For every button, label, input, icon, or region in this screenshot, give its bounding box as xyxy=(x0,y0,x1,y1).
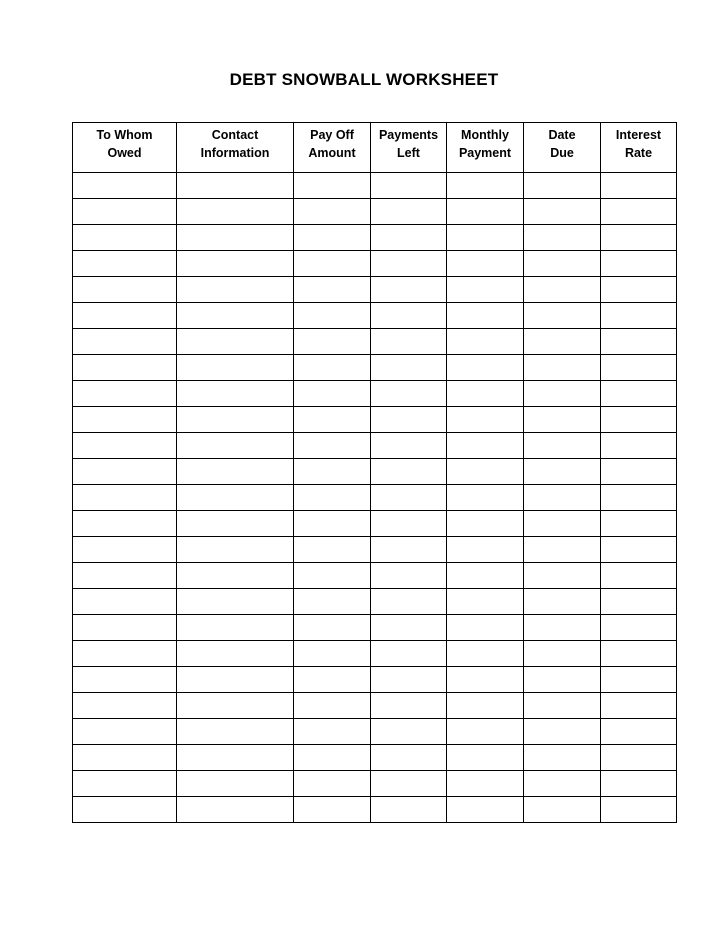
table-cell-date-due xyxy=(524,329,601,355)
table-row xyxy=(73,797,677,823)
table-cell-contact-information xyxy=(177,797,294,823)
table-cell-pay-off-amount xyxy=(294,407,371,433)
table-cell-monthly-payment xyxy=(447,563,524,589)
table-cell-pay-off-amount xyxy=(294,459,371,485)
table-cell-payments-left xyxy=(371,537,447,563)
table-cell-date-due xyxy=(524,667,601,693)
table-cell-date-due xyxy=(524,355,601,381)
table-cell-date-due xyxy=(524,537,601,563)
table-cell-to-whom-owed xyxy=(73,407,177,433)
table-cell-contact-information xyxy=(177,537,294,563)
table-cell-monthly-payment xyxy=(447,667,524,693)
table-header-row xyxy=(73,123,677,173)
table-cell-interest-rate xyxy=(601,771,677,797)
table-cell-to-whom-owed xyxy=(73,381,177,407)
table-cell-pay-off-amount xyxy=(294,615,371,641)
table-cell-payments-left xyxy=(371,459,447,485)
table-cell-monthly-payment xyxy=(447,277,524,303)
table-cell-to-whom-owed xyxy=(73,459,177,485)
table-cell-pay-off-amount xyxy=(294,667,371,693)
table-cell-date-due xyxy=(524,225,601,251)
table-cell-contact-information xyxy=(177,771,294,797)
table-cell-monthly-payment xyxy=(447,355,524,381)
table-cell-payments-left xyxy=(371,745,447,771)
column-header-line: Pay Off xyxy=(310,128,354,142)
table-row xyxy=(73,355,677,381)
table-cell-pay-off-amount xyxy=(294,433,371,459)
table-cell-contact-information xyxy=(177,277,294,303)
table-row xyxy=(73,511,677,537)
table-row xyxy=(73,459,677,485)
table-cell-interest-rate xyxy=(601,459,677,485)
table-cell-monthly-payment xyxy=(447,485,524,511)
table-cell-payments-left xyxy=(371,589,447,615)
column-header-line: Contact xyxy=(211,128,259,142)
table-cell-pay-off-amount xyxy=(294,277,371,303)
table-cell-to-whom-owed xyxy=(73,251,177,277)
table-cell-pay-off-amount xyxy=(294,329,371,355)
table-cell-date-due xyxy=(524,719,601,745)
table-cell-monthly-payment xyxy=(447,303,524,329)
table-row xyxy=(73,225,677,251)
table-cell-monthly-payment xyxy=(447,173,524,199)
table-cell-interest-rate xyxy=(601,381,677,407)
table-cell-pay-off-amount xyxy=(294,563,371,589)
table-cell-monthly-payment xyxy=(447,537,524,563)
table-cell-payments-left xyxy=(371,381,447,407)
table-cell-interest-rate xyxy=(601,173,677,199)
table-cell-payments-left xyxy=(371,719,447,745)
table-cell-interest-rate xyxy=(601,251,677,277)
table-cell-monthly-payment xyxy=(447,745,524,771)
column-header-line: Left xyxy=(397,146,420,160)
table-cell-payments-left xyxy=(371,563,447,589)
table-cell-date-due xyxy=(524,303,601,329)
table-cell-date-due xyxy=(524,485,601,511)
column-header-line: Information xyxy=(200,146,270,160)
table-cell-date-due xyxy=(524,459,601,485)
column-header-line: Due xyxy=(550,146,574,160)
column-header-to-whom-owed xyxy=(73,123,177,173)
table-cell-interest-rate xyxy=(601,667,677,693)
column-header-line: Date xyxy=(548,128,576,142)
table-cell-contact-information xyxy=(177,407,294,433)
table-row xyxy=(73,329,677,355)
table-cell-payments-left xyxy=(371,251,447,277)
table-row xyxy=(73,199,677,225)
table-row xyxy=(73,615,677,641)
table-cell-interest-rate xyxy=(601,641,677,667)
table-cell-to-whom-owed xyxy=(73,537,177,563)
table-cell-interest-rate xyxy=(601,407,677,433)
table-cell-monthly-payment xyxy=(447,329,524,355)
column-header-line: Interest xyxy=(615,128,662,142)
table-cell-to-whom-owed xyxy=(73,771,177,797)
table-cell-interest-rate xyxy=(601,329,677,355)
table-cell-payments-left xyxy=(371,797,447,823)
table-cell-interest-rate xyxy=(601,199,677,225)
table-cell-interest-rate xyxy=(601,563,677,589)
table-cell-monthly-payment xyxy=(447,641,524,667)
table-cell-monthly-payment xyxy=(447,693,524,719)
table-cell-interest-rate xyxy=(601,355,677,381)
table-cell-to-whom-owed xyxy=(73,225,177,251)
table-cell-monthly-payment xyxy=(447,589,524,615)
column-header-line: To Whom xyxy=(96,128,153,142)
table-cell-contact-information xyxy=(177,745,294,771)
table-cell-payments-left xyxy=(371,407,447,433)
table-cell-pay-off-amount xyxy=(294,225,371,251)
column-header-line: Payments xyxy=(378,128,439,142)
column-header-line: Payment xyxy=(458,146,512,160)
table-cell-pay-off-amount xyxy=(294,511,371,537)
table-cell-to-whom-owed xyxy=(73,329,177,355)
table-cell-date-due xyxy=(524,641,601,667)
table-cell-payments-left xyxy=(371,511,447,537)
table-row xyxy=(73,641,677,667)
table-cell-contact-information xyxy=(177,459,294,485)
table-cell-contact-information xyxy=(177,173,294,199)
table-cell-monthly-payment xyxy=(447,199,524,225)
table-cell-date-due xyxy=(524,407,601,433)
table-cell-monthly-payment xyxy=(447,225,524,251)
table-cell-to-whom-owed xyxy=(73,589,177,615)
table-cell-monthly-payment xyxy=(447,719,524,745)
table-cell-contact-information xyxy=(177,199,294,225)
table-row xyxy=(73,173,677,199)
table-cell-to-whom-owed xyxy=(73,355,177,381)
table-row xyxy=(73,537,677,563)
table-cell-to-whom-owed xyxy=(73,667,177,693)
table-cell-monthly-payment xyxy=(447,797,524,823)
table-cell-contact-information xyxy=(177,511,294,537)
table-cell-payments-left xyxy=(371,329,447,355)
table-cell-contact-information xyxy=(177,641,294,667)
table-cell-date-due xyxy=(524,511,601,537)
table-cell-interest-rate xyxy=(601,693,677,719)
table-cell-date-due xyxy=(524,589,601,615)
table-cell-interest-rate xyxy=(601,303,677,329)
table-cell-pay-off-amount xyxy=(294,199,371,225)
table-cell-to-whom-owed xyxy=(73,693,177,719)
table-cell-interest-rate xyxy=(601,589,677,615)
column-header-contact-information xyxy=(177,123,294,173)
table-row xyxy=(73,251,677,277)
table-cell-monthly-payment xyxy=(447,251,524,277)
table-cell-interest-rate xyxy=(601,719,677,745)
table-cell-to-whom-owed xyxy=(73,641,177,667)
table-cell-to-whom-owed xyxy=(73,615,177,641)
table-row xyxy=(73,719,677,745)
table-cell-interest-rate xyxy=(601,745,677,771)
table-cell-payments-left xyxy=(371,199,447,225)
column-header-line: Monthly xyxy=(461,128,509,142)
table-cell-payments-left xyxy=(371,485,447,511)
table-cell-pay-off-amount xyxy=(294,485,371,511)
debt-worksheet-table xyxy=(72,122,677,823)
table-cell-pay-off-amount xyxy=(294,693,371,719)
table-cell-pay-off-amount xyxy=(294,381,371,407)
table-cell-pay-off-amount xyxy=(294,745,371,771)
table-row xyxy=(73,407,677,433)
table-cell-to-whom-owed xyxy=(73,303,177,329)
table-cell-contact-information xyxy=(177,485,294,511)
table-cell-interest-rate xyxy=(601,225,677,251)
table-cell-date-due xyxy=(524,771,601,797)
table-cell-payments-left xyxy=(371,615,447,641)
table-cell-date-due xyxy=(524,433,601,459)
column-header-monthly-payment xyxy=(447,123,524,173)
column-header-line: Amount xyxy=(308,146,356,160)
table-cell-date-due xyxy=(524,563,601,589)
column-header-pay-off-amount xyxy=(294,123,371,173)
table-row xyxy=(73,667,677,693)
table-cell-to-whom-owed xyxy=(73,277,177,303)
table-cell-date-due xyxy=(524,381,601,407)
table-cell-interest-rate xyxy=(601,615,677,641)
table-cell-date-due xyxy=(524,199,601,225)
table-cell-pay-off-amount xyxy=(294,589,371,615)
table-cell-pay-off-amount xyxy=(294,173,371,199)
table-cell-payments-left xyxy=(371,277,447,303)
table-cell-contact-information xyxy=(177,355,294,381)
table-cell-pay-off-amount xyxy=(294,719,371,745)
table-cell-pay-off-amount xyxy=(294,641,371,667)
table-cell-date-due xyxy=(524,745,601,771)
table-cell-to-whom-owed xyxy=(73,563,177,589)
table-cell-contact-information xyxy=(177,225,294,251)
table-cell-contact-information xyxy=(177,433,294,459)
table-cell-payments-left xyxy=(371,771,447,797)
table-cell-payments-left xyxy=(371,225,447,251)
table-row xyxy=(73,433,677,459)
table-cell-date-due xyxy=(524,277,601,303)
table-cell-pay-off-amount xyxy=(294,251,371,277)
table-row xyxy=(73,771,677,797)
table-cell-contact-information xyxy=(177,693,294,719)
table-cell-monthly-payment xyxy=(447,459,524,485)
table-cell-date-due xyxy=(524,693,601,719)
column-header-date-due xyxy=(524,123,601,173)
table-cell-interest-rate xyxy=(601,277,677,303)
table-cell-to-whom-owed xyxy=(73,511,177,537)
table-cell-to-whom-owed xyxy=(73,173,177,199)
table-cell-to-whom-owed xyxy=(73,745,177,771)
table-cell-payments-left xyxy=(371,641,447,667)
table-cell-monthly-payment xyxy=(447,407,524,433)
table-cell-interest-rate xyxy=(601,797,677,823)
table-cell-interest-rate xyxy=(601,511,677,537)
table-cell-pay-off-amount xyxy=(294,537,371,563)
table-cell-monthly-payment xyxy=(447,433,524,459)
table-cell-contact-information xyxy=(177,615,294,641)
column-header-payments-left xyxy=(371,123,447,173)
table-cell-contact-information xyxy=(177,667,294,693)
column-header-line: Owed xyxy=(107,146,142,160)
table-body xyxy=(73,173,677,823)
table-cell-monthly-payment xyxy=(447,381,524,407)
table-row xyxy=(73,303,677,329)
table-cell-pay-off-amount xyxy=(294,771,371,797)
table-row xyxy=(73,381,677,407)
table-cell-interest-rate xyxy=(601,537,677,563)
table-cell-contact-information xyxy=(177,719,294,745)
table-cell-interest-rate xyxy=(601,433,677,459)
table-cell-monthly-payment xyxy=(447,615,524,641)
table-cell-to-whom-owed xyxy=(73,433,177,459)
table-cell-pay-off-amount xyxy=(294,797,371,823)
table-cell-payments-left xyxy=(371,693,447,719)
table-cell-contact-information xyxy=(177,381,294,407)
table-cell-pay-off-amount xyxy=(294,303,371,329)
table-cell-contact-information xyxy=(177,303,294,329)
table-row xyxy=(73,589,677,615)
table-cell-payments-left xyxy=(371,303,447,329)
table-cell-contact-information xyxy=(177,329,294,355)
table-cell-date-due xyxy=(524,797,601,823)
table-cell-monthly-payment xyxy=(447,771,524,797)
table-cell-to-whom-owed xyxy=(73,797,177,823)
table-cell-payments-left xyxy=(371,173,447,199)
table-cell-date-due xyxy=(524,251,601,277)
table-cell-contact-information xyxy=(177,589,294,615)
column-header-line: Rate xyxy=(624,146,653,160)
table-cell-monthly-payment xyxy=(447,511,524,537)
table-cell-date-due xyxy=(524,615,601,641)
table-cell-contact-information xyxy=(177,251,294,277)
table-cell-contact-information xyxy=(177,563,294,589)
table-row xyxy=(73,563,677,589)
table-cell-to-whom-owed xyxy=(73,719,177,745)
table-row xyxy=(73,693,677,719)
page-title: DEBT SNOWBALL WORKSHEET xyxy=(229,70,499,89)
table-cell-payments-left xyxy=(371,355,447,381)
table-cell-interest-rate xyxy=(601,485,677,511)
table-cell-payments-left xyxy=(371,433,447,459)
table-cell-payments-left xyxy=(371,667,447,693)
table-row xyxy=(73,745,677,771)
table-cell-to-whom-owed xyxy=(73,485,177,511)
table-cell-date-due xyxy=(524,173,601,199)
table-cell-to-whom-owed xyxy=(73,199,177,225)
column-header-interest-rate xyxy=(601,123,677,173)
table-cell-pay-off-amount xyxy=(294,355,371,381)
table-row xyxy=(73,277,677,303)
table-row xyxy=(73,485,677,511)
